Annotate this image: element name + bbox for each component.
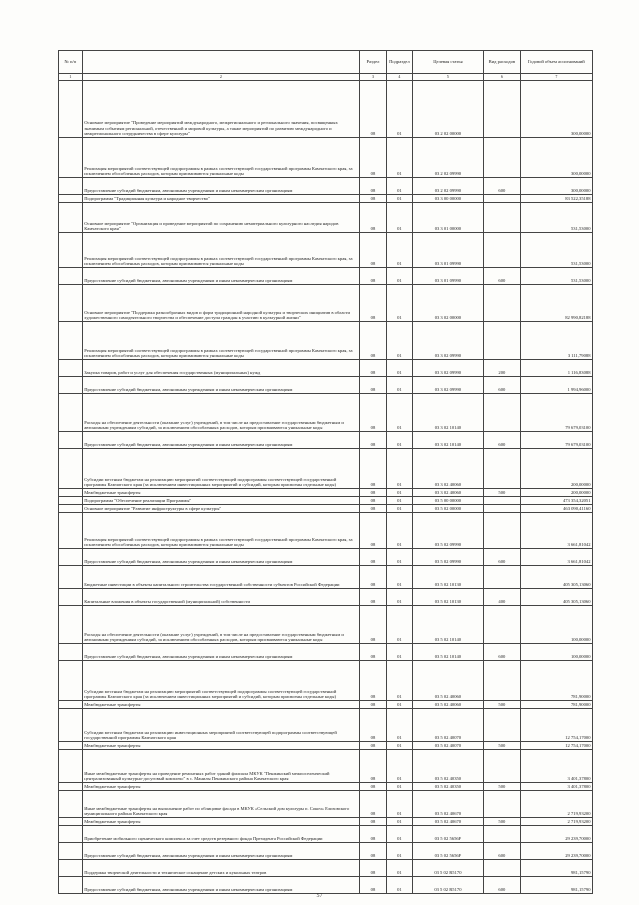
row-target-article-cell: 03 5 02 40350 bbox=[412, 750, 483, 783]
row-number-cell bbox=[59, 750, 83, 783]
row-subsection-cell: 01 bbox=[386, 449, 412, 489]
column-number: 3 bbox=[359, 74, 386, 81]
row-section-cell: 08 bbox=[359, 644, 386, 661]
table-row bbox=[59, 709, 593, 742]
row-target-article-cell: 03 3 02 09990 bbox=[412, 360, 483, 377]
row-target-article-cell: 03 5 02 10140 bbox=[412, 644, 483, 661]
row-section-cell: 08 bbox=[359, 701, 386, 709]
table-row bbox=[59, 644, 593, 661]
row-name-cell: Закупка товаров, работ и услуг для обеспечения государственных (муниципальных) нужд bbox=[82, 360, 359, 377]
row-expense-kind-cell: 400 bbox=[484, 589, 521, 606]
row-annual-volume-cell: 82 990,82188 bbox=[520, 285, 592, 322]
row-expense-kind-cell bbox=[484, 505, 521, 513]
row-section-cell: 08 bbox=[359, 360, 386, 377]
row-target-article-cell: 03 3 02 40060 bbox=[412, 449, 483, 489]
row-name-cell: Субсидии местным бюджетам на реализацию инвестиционных мероприятий соответствующей подпрограммы соответствующей государственной программы Камчатского края bbox=[82, 709, 359, 742]
table-row bbox=[59, 233, 593, 268]
table-row bbox=[59, 432, 593, 449]
row-name-cell: Предоставление субсидий бюджетным, автономным учреждениям и иным некоммерческим организациям bbox=[82, 877, 359, 894]
row-subsection-cell: 01 bbox=[386, 195, 412, 203]
row-expense-kind-cell bbox=[484, 322, 521, 360]
row-section-cell: 08 bbox=[359, 505, 386, 513]
row-name-cell: Расходы на обеспечение деятельности (оказание услуг) учреждений, в том числе на предоставление государственным бюджетным и автономным учреждениям субсидий, за исключением обособленных расходов, которым присваиваются уникальные коды bbox=[82, 606, 359, 644]
row-number-cell bbox=[59, 178, 83, 195]
row-name-cell: Бюджетные инвестиции в объекты капитального строительства государственной собственности субъектов Российской Федерации bbox=[82, 566, 359, 589]
row-target-article-cell: 03 3 00 00000 bbox=[412, 195, 483, 203]
row-subsection-cell: 01 bbox=[386, 360, 412, 377]
row-name-cell: Субсидии местным бюджетам на реализацию мероприятий соответствующей подпрограммы соответствующей государственной программы Камчатского края (за исключением инвестиционных мероприятий и субсидий, которым присвоены отдельные коды) bbox=[82, 661, 359, 701]
row-name-cell: Приобретение мобильного сценического комплекса за счет средств резервного фонда Президента Российской Федерации bbox=[82, 826, 359, 843]
row-name-cell: Основное мероприятие "Поддержка разнообразных видов и форм традиционной народной культуры и творческих инициатив в области художественного самодеятельного творчества и обеспечение доступа граждан к участию в культурной жизни" bbox=[82, 285, 359, 322]
row-expense-kind-cell: 600 bbox=[484, 877, 521, 894]
header-annual-volume: Годовой объем ассигнований bbox=[520, 51, 592, 74]
row-name-cell: Предоставление субсидий бюджетным, автономным учреждениям и иным некоммерческим организациям bbox=[82, 549, 359, 566]
table-header-row bbox=[59, 51, 593, 74]
row-annual-volume-cell: 781,90000 bbox=[520, 701, 592, 709]
row-number-cell bbox=[59, 449, 83, 489]
row-target-article-cell: 03 5 02 09990 bbox=[412, 549, 483, 566]
table-row bbox=[59, 81, 593, 138]
row-target-article-cell: 03 5 02 R5170 bbox=[412, 860, 483, 877]
table-row bbox=[59, 826, 593, 843]
row-expense-kind-cell: 600 bbox=[484, 644, 521, 661]
row-target-article-cell: 03 3 01 09990 bbox=[412, 268, 483, 285]
table-row bbox=[59, 449, 593, 489]
row-number-cell bbox=[59, 81, 83, 138]
row-subsection-cell: 01 bbox=[386, 877, 412, 894]
table-row bbox=[59, 860, 593, 877]
row-subsection-cell: 01 bbox=[386, 497, 412, 505]
row-section-cell: 08 bbox=[359, 606, 386, 644]
row-name-cell: Основное мероприятие "Развитие инфраструктуры в сфере культуры" bbox=[82, 505, 359, 513]
row-expense-kind-cell bbox=[484, 661, 521, 701]
row-target-article-cell: 03 5 00 00000 bbox=[412, 497, 483, 505]
row-section-cell: 08 bbox=[359, 661, 386, 701]
row-annual-volume-cell: 300,00000 bbox=[520, 81, 592, 138]
row-number-cell bbox=[59, 377, 83, 394]
row-name-cell: Реализация мероприятий соответствующей подпрограммы в рамках соответствующей государственной программы Камчатского края, за исключением обособленных расходов, которым присваиваются уникальные коды bbox=[82, 138, 359, 178]
row-section-cell: 08 bbox=[359, 449, 386, 489]
row-expense-kind-cell bbox=[484, 513, 521, 549]
row-name-cell: Подпрограмма "Обеспечение реализации Программы" bbox=[82, 497, 359, 505]
row-section-cell: 08 bbox=[359, 138, 386, 178]
row-subsection-cell: 01 bbox=[386, 138, 412, 178]
row-name-cell: Иные межбюджетные трансферты на проведение ремонтных работ зданий филиала МКУК "Пенжинский межпоселенческий централизованный культурно-досуговый комплекс" в с. Манилы Пенжинского района Камчатского края bbox=[82, 750, 359, 783]
row-target-article-cell: 03 5 02 00000 bbox=[412, 505, 483, 513]
row-target-article-cell: 03 2 02 09990 bbox=[412, 138, 483, 178]
row-annual-volume-cell: 29 239,70000 bbox=[520, 826, 592, 843]
row-target-article-cell: 03 3 02 40060 bbox=[412, 489, 483, 497]
row-number-cell bbox=[59, 661, 83, 701]
row-expense-kind-cell bbox=[484, 860, 521, 877]
row-section-cell: 08 bbox=[359, 81, 386, 138]
row-target-article-cell: 03 3 02 10140 bbox=[412, 432, 483, 449]
row-expense-kind-cell bbox=[484, 566, 521, 589]
row-expense-kind-cell bbox=[484, 750, 521, 783]
row-subsection-cell: 01 bbox=[386, 606, 412, 644]
row-subsection-cell: 01 bbox=[386, 742, 412, 750]
row-section-cell: 08 bbox=[359, 549, 386, 566]
row-annual-volume-cell: 100,00000 bbox=[520, 644, 592, 661]
row-subsection-cell: 01 bbox=[386, 322, 412, 360]
row-expense-kind-cell bbox=[484, 195, 521, 203]
row-subsection-cell: 01 bbox=[386, 644, 412, 661]
table-row bbox=[59, 195, 593, 203]
row-number-cell bbox=[59, 432, 83, 449]
row-target-article-cell: 03 5 02 R5170 bbox=[412, 877, 483, 894]
row-section-cell: 08 bbox=[359, 750, 386, 783]
row-number-cell bbox=[59, 497, 83, 505]
row-subsection-cell: 01 bbox=[386, 709, 412, 742]
row-number-cell bbox=[59, 505, 83, 513]
row-subsection-cell: 01 bbox=[386, 377, 412, 394]
column-number: 1 bbox=[59, 74, 83, 81]
row-number-cell bbox=[59, 268, 83, 285]
row-name-cell: Межбюджетные трансферты bbox=[82, 701, 359, 709]
row-subsection-cell: 01 bbox=[386, 505, 412, 513]
row-target-article-cell: 03 5 02 40070 bbox=[412, 742, 483, 750]
row-number-cell bbox=[59, 818, 83, 826]
row-annual-volume-cell: 300,00000 bbox=[520, 138, 592, 178]
row-annual-volume-cell: 981,15790 bbox=[520, 860, 592, 877]
column-number-row bbox=[59, 74, 593, 81]
row-number-cell bbox=[59, 566, 83, 589]
row-subsection-cell: 01 bbox=[386, 489, 412, 497]
row-target-article-cell: 03 2 02 00000 bbox=[412, 81, 483, 138]
row-section-cell: 08 bbox=[359, 322, 386, 360]
row-target-article-cell: 03 3 01 09990 bbox=[412, 233, 483, 268]
row-subsection-cell: 01 bbox=[386, 203, 412, 233]
row-section-cell: 08 bbox=[359, 203, 386, 233]
row-target-article-cell: 03 3 02 09990 bbox=[412, 377, 483, 394]
row-name-cell: Подпрограмма "Традиционная культура и народное творчество" bbox=[82, 195, 359, 203]
row-target-article-cell: 03 3 02 10140 bbox=[412, 394, 483, 432]
row-subsection-cell: 01 bbox=[386, 860, 412, 877]
table-row bbox=[59, 843, 593, 860]
row-number-cell bbox=[59, 826, 83, 843]
row-annual-volume-cell: 83 522,35188 bbox=[520, 195, 592, 203]
row-name-cell: Основное мероприятие "Проведение мероприятий международного, межрегионального и регионального значения, посвященных значимым событиям региональной, отечественной и мировой культуры, а также мероприятий по развитию международного и межрегионального сотрудничества в сфере культуры" bbox=[82, 81, 359, 138]
row-name-cell: Межбюджетные трансферты bbox=[82, 783, 359, 791]
row-number-cell bbox=[59, 606, 83, 644]
row-expense-kind-cell bbox=[484, 138, 521, 178]
row-number-cell bbox=[59, 589, 83, 606]
row-number-cell bbox=[59, 233, 83, 268]
table-row bbox=[59, 505, 593, 513]
row-section-cell: 08 bbox=[359, 195, 386, 203]
row-expense-kind-cell bbox=[484, 233, 521, 268]
row-annual-volume-cell: 3 401,37800 bbox=[520, 750, 592, 783]
table-row bbox=[59, 497, 593, 505]
row-expense-kind-cell bbox=[484, 606, 521, 644]
row-section-cell: 08 bbox=[359, 489, 386, 497]
row-section-cell: 08 bbox=[359, 860, 386, 877]
row-name-cell: Предоставление субсидий бюджетным, автономным учреждениям и иным некоммерческим организациям bbox=[82, 644, 359, 661]
page-number: 57 bbox=[316, 893, 323, 899]
row-expense-kind-cell: 600 bbox=[484, 843, 521, 860]
row-name-cell: Расходы на обеспечение деятельности (оказание услуг) учреждений, в том числе на предоставление государственным бюджетным и автономным учреждениям субсидий, за исключением обособленных расходов, которым присваиваются уникальные коды bbox=[82, 394, 359, 432]
row-target-article-cell: 03 5 02 40070 bbox=[412, 709, 483, 742]
row-expense-kind-cell bbox=[484, 826, 521, 843]
row-section-cell: 08 bbox=[359, 513, 386, 549]
row-target-article-cell: 03 3 01 00000 bbox=[412, 203, 483, 233]
row-subsection-cell: 01 bbox=[386, 268, 412, 285]
row-section-cell: 08 bbox=[359, 877, 386, 894]
row-number-cell bbox=[59, 549, 83, 566]
row-number-cell bbox=[59, 860, 83, 877]
row-subsection-cell: 01 bbox=[386, 285, 412, 322]
row-expense-kind-cell bbox=[484, 449, 521, 489]
row-annual-volume-cell: 29 239,70000 bbox=[520, 843, 592, 860]
row-section-cell: 08 bbox=[359, 394, 386, 432]
row-section-cell: 08 bbox=[359, 783, 386, 791]
row-subsection-cell: 01 bbox=[386, 81, 412, 138]
row-name-cell: Предоставление субсидий бюджетным, автономным учреждениям и иным некоммерческим организациям bbox=[82, 432, 359, 449]
row-expense-kind-cell bbox=[484, 285, 521, 322]
row-annual-volume-cell: 473 354,32051 bbox=[520, 497, 592, 505]
column-number: 6 bbox=[484, 74, 521, 81]
row-number-cell bbox=[59, 394, 83, 432]
row-annual-volume-cell: 12 754,17000 bbox=[520, 709, 592, 742]
row-number-cell bbox=[59, 322, 83, 360]
row-annual-volume-cell: 79 679,03100 bbox=[520, 432, 592, 449]
row-annual-volume-cell: 781,90000 bbox=[520, 661, 592, 701]
row-name-cell: Предоставление субсидий бюджетным, автономным учреждениям и иным некоммерческим организациям bbox=[82, 843, 359, 860]
row-expense-kind-cell: 600 bbox=[484, 377, 521, 394]
column-number: 5 bbox=[412, 74, 483, 81]
row-expense-kind-cell bbox=[484, 203, 521, 233]
row-subsection-cell: 01 bbox=[386, 791, 412, 818]
row-expense-kind-cell bbox=[484, 791, 521, 818]
column-number: 4 bbox=[386, 74, 412, 81]
row-subsection-cell: 01 bbox=[386, 549, 412, 566]
table-row bbox=[59, 138, 593, 178]
row-subsection-cell: 01 bbox=[386, 432, 412, 449]
row-target-article-cell: 03 5 02 40060 bbox=[412, 701, 483, 709]
table-row bbox=[59, 566, 593, 589]
row-subsection-cell: 01 bbox=[386, 661, 412, 701]
table-row bbox=[59, 701, 593, 709]
row-target-article-cell: 03 5 02 10130 bbox=[412, 589, 483, 606]
row-section-cell: 08 bbox=[359, 432, 386, 449]
row-expense-kind-cell bbox=[484, 81, 521, 138]
row-number-cell bbox=[59, 843, 83, 860]
row-expense-kind-cell: 600 bbox=[484, 432, 521, 449]
row-number-cell bbox=[59, 783, 83, 791]
row-section-cell: 08 bbox=[359, 377, 386, 394]
row-annual-volume-cell: 200,00000 bbox=[520, 449, 592, 489]
row-name-cell: Реализация мероприятий соответствующей подпрограммы в рамках соответствующей государственной программы Камчатского края, за исключением обособленных расходов, которым присваиваются уникальные коды bbox=[82, 513, 359, 549]
row-name-cell: Предоставление субсидий бюджетным, автономным учреждениям и иным некоммерческим организациям bbox=[82, 178, 359, 195]
row-number-cell bbox=[59, 877, 83, 894]
row-target-article-cell: 03 5 02 10140 bbox=[412, 606, 483, 644]
row-annual-volume-cell: 3 661,81042 bbox=[520, 513, 592, 549]
row-annual-volume-cell: 100,00000 bbox=[520, 606, 592, 644]
row-annual-volume-cell: 1 116,83088 bbox=[520, 360, 592, 377]
row-expense-kind-cell: 500 bbox=[484, 818, 521, 826]
table-row bbox=[59, 783, 593, 791]
row-name-cell: Иные межбюджетные трансферты на выполнение работ по облицовке фасада в МКУК «Сельский дом культуры п. Сокоч» Елизовского муниципального района Камчатского края bbox=[82, 791, 359, 818]
row-number-cell bbox=[59, 360, 83, 377]
row-number-cell bbox=[59, 701, 83, 709]
budget-allocation-table bbox=[58, 50, 593, 894]
row-number-cell bbox=[59, 742, 83, 750]
table-row bbox=[59, 360, 593, 377]
row-subsection-cell: 01 bbox=[386, 513, 412, 549]
header-expense-kind: Вид расходов bbox=[484, 51, 521, 74]
table-row bbox=[59, 268, 593, 285]
row-annual-volume-cell: 3 401,37800 bbox=[520, 783, 592, 791]
table-row bbox=[59, 203, 593, 233]
row-section-cell: 08 bbox=[359, 826, 386, 843]
table-row bbox=[59, 377, 593, 394]
row-target-article-cell: 03 5 02 40350 bbox=[412, 783, 483, 791]
row-name-cell: Предоставление субсидий бюджетным, автономным учреждениям и иным некоммерческим организациям bbox=[82, 377, 359, 394]
row-annual-volume-cell: 12 754,17000 bbox=[520, 742, 592, 750]
table-row bbox=[59, 589, 593, 606]
table-row bbox=[59, 513, 593, 549]
row-name-cell: Реализация мероприятий соответствующей подпрограммы в рамках соответствующей государственной программы Камчатского края, за исключением обособленных расходов, которым присваиваются уникальные коды bbox=[82, 322, 359, 360]
row-target-article-cell: 03 5 02 40670 bbox=[412, 791, 483, 818]
row-annual-volume-cell: 300,00000 bbox=[520, 178, 592, 195]
row-name-cell: Основное мероприятие "Организация и проведение мероприятий по сохранению нематериального культурного наследия народов Камчатского края" bbox=[82, 203, 359, 233]
header-section: Раздел bbox=[359, 51, 386, 74]
row-subsection-cell: 01 bbox=[386, 818, 412, 826]
table-row bbox=[59, 877, 593, 894]
table-row bbox=[59, 742, 593, 750]
table-row bbox=[59, 818, 593, 826]
row-name-cell: Межбюджетные трансферты bbox=[82, 742, 359, 750]
row-target-article-cell: 03 5 02 40670 bbox=[412, 818, 483, 826]
row-subsection-cell: 01 bbox=[386, 701, 412, 709]
row-target-article-cell: 03 5 02 40060 bbox=[412, 661, 483, 701]
row-expense-kind-cell: 600 bbox=[484, 549, 521, 566]
row-section-cell: 08 bbox=[359, 709, 386, 742]
row-subsection-cell: 01 bbox=[386, 843, 412, 860]
row-expense-kind-cell bbox=[484, 394, 521, 432]
header-name bbox=[82, 51, 359, 74]
row-target-article-cell: 03 3 02 09990 bbox=[412, 322, 483, 360]
row-annual-volume-cell: 2 719,93200 bbox=[520, 818, 592, 826]
row-number-cell bbox=[59, 285, 83, 322]
table-row bbox=[59, 606, 593, 644]
column-number: 2 bbox=[82, 74, 359, 81]
row-subsection-cell: 01 bbox=[386, 566, 412, 589]
row-section-cell: 08 bbox=[359, 285, 386, 322]
row-name-cell: Капитальные вложения в объекты государственной (муниципальной) собственности bbox=[82, 589, 359, 606]
row-section-cell: 08 bbox=[359, 233, 386, 268]
row-annual-volume-cell: 79 679,03100 bbox=[520, 394, 592, 432]
row-subsection-cell: 01 bbox=[386, 783, 412, 791]
row-number-cell bbox=[59, 791, 83, 818]
row-annual-volume-cell: 3 111,79088 bbox=[520, 322, 592, 360]
row-name-cell: Предоставление субсидий бюджетным, автономным учреждениям и иным некоммерческим организациям bbox=[82, 268, 359, 285]
row-subsection-cell: 01 bbox=[386, 750, 412, 783]
header-subsection: Подраздел bbox=[386, 51, 412, 74]
row-expense-kind-cell: 600 bbox=[484, 268, 521, 285]
row-subsection-cell: 01 bbox=[386, 826, 412, 843]
row-name-cell: Субсидии местным бюджетам на реализацию мероприятий соответствующей подпрограммы соответствующей государственной программы Камчатского края (за исключением инвестиционных мероприятий и субсидий, которым присвоены отдельные коды) bbox=[82, 449, 359, 489]
table-row bbox=[59, 394, 593, 432]
header-target-article: Целевая статья bbox=[412, 51, 483, 74]
row-number-cell bbox=[59, 513, 83, 549]
row-annual-volume-cell: 405 305,13060 bbox=[520, 566, 592, 589]
row-name-cell: Межбюджетные трансферты bbox=[82, 818, 359, 826]
table-row bbox=[59, 285, 593, 322]
row-annual-volume-cell: 981,15790 bbox=[520, 877, 592, 894]
row-number-cell bbox=[59, 709, 83, 742]
row-name-cell: Поддержка творческой деятельности и техническое оснащение детских и кукольных театров bbox=[82, 860, 359, 877]
header-num: № п/п bbox=[59, 51, 83, 74]
row-name-cell: Межбюджетные трансферты bbox=[82, 489, 359, 497]
row-expense-kind-cell bbox=[484, 497, 521, 505]
row-section-cell: 08 bbox=[359, 268, 386, 285]
row-target-article-cell: 03 5 02 10130 bbox=[412, 566, 483, 589]
row-target-article-cell: 03 5 02 5656F bbox=[412, 826, 483, 843]
row-section-cell: 08 bbox=[359, 791, 386, 818]
row-expense-kind-cell: 500 bbox=[484, 742, 521, 750]
row-expense-kind-cell: 500 bbox=[484, 783, 521, 791]
table-row bbox=[59, 549, 593, 566]
table-row bbox=[59, 661, 593, 701]
row-number-cell bbox=[59, 203, 83, 233]
row-annual-volume-cell: 531,53000 bbox=[520, 268, 592, 285]
row-target-article-cell: 03 5 02 09990 bbox=[412, 513, 483, 549]
row-annual-volume-cell: 531,53000 bbox=[520, 233, 592, 268]
row-section-cell: 08 bbox=[359, 742, 386, 750]
table-body bbox=[59, 81, 593, 894]
row-number-cell bbox=[59, 644, 83, 661]
row-annual-volume-cell: 2 719,93200 bbox=[520, 791, 592, 818]
row-subsection-cell: 01 bbox=[386, 178, 412, 195]
row-subsection-cell: 01 bbox=[386, 233, 412, 268]
row-section-cell: 08 bbox=[359, 497, 386, 505]
row-annual-volume-cell: 531,53000 bbox=[520, 203, 592, 233]
row-number-cell bbox=[59, 138, 83, 178]
table-row bbox=[59, 791, 593, 818]
table-row bbox=[59, 489, 593, 497]
row-number-cell bbox=[59, 195, 83, 203]
row-annual-volume-cell: 405 305,13060 bbox=[520, 589, 592, 606]
column-number: 7 bbox=[520, 74, 592, 81]
row-expense-kind-cell: 500 bbox=[484, 701, 521, 709]
row-section-cell: 08 bbox=[359, 566, 386, 589]
row-annual-volume-cell: 463 090,41160 bbox=[520, 505, 592, 513]
row-subsection-cell: 01 bbox=[386, 589, 412, 606]
row-expense-kind-cell bbox=[484, 709, 521, 742]
row-section-cell: 08 bbox=[359, 178, 386, 195]
row-number-cell bbox=[59, 489, 83, 497]
table-row bbox=[59, 322, 593, 360]
table-row bbox=[59, 750, 593, 783]
row-annual-volume-cell: 3 661,81042 bbox=[520, 549, 592, 566]
row-target-article-cell: 03 2 02 09990 bbox=[412, 178, 483, 195]
row-annual-volume-cell: 200,00000 bbox=[520, 489, 592, 497]
row-target-article-cell: 03 3 02 00000 bbox=[412, 285, 483, 322]
row-section-cell: 08 bbox=[359, 589, 386, 606]
row-section-cell: 08 bbox=[359, 843, 386, 860]
row-subsection-cell: 01 bbox=[386, 394, 412, 432]
row-annual-volume-cell: 1 994,96000 bbox=[520, 377, 592, 394]
row-expense-kind-cell: 200 bbox=[484, 360, 521, 377]
row-section-cell: 08 bbox=[359, 818, 386, 826]
row-target-article-cell: 03 5 02 5656F bbox=[412, 843, 483, 860]
row-name-cell: Реализация мероприятий соответствующей подпрограммы в рамках соответствующей государственной программы Камчатского края, за исключением обособленных расходов, которым присваиваются уникальные коды bbox=[82, 233, 359, 268]
row-expense-kind-cell: 500 bbox=[484, 489, 521, 497]
row-expense-kind-cell: 600 bbox=[484, 178, 521, 195]
table-row bbox=[59, 178, 593, 195]
